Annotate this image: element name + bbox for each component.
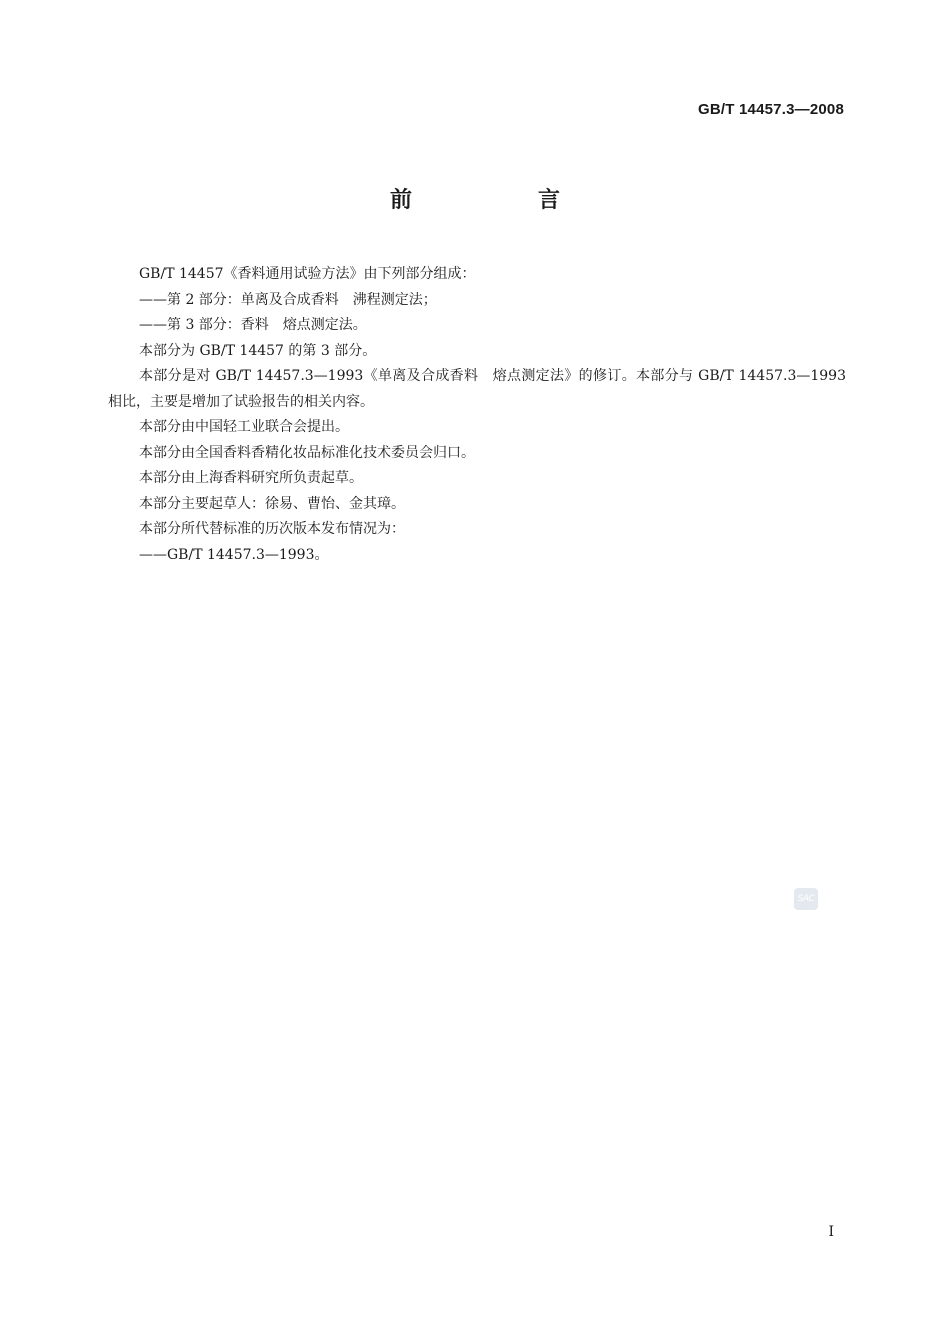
paragraph: 本部分是对 GB/T 14457.3—1993《单离及合成香料 熔点测定法》的修订。本部分与 GB/T 14457.3—1993 相比，主要是增加了试验报告的相关内容。 — [108, 368, 846, 410]
standard-number: GB/T 14457.3—2008 — [698, 101, 844, 118]
page-title: 前 言 — [389, 188, 612, 213]
paragraph: ——GB/T 14457.3—1993。 — [139, 546, 329, 563]
paragraph: 本部分由全国香料香精化妆品标准化技术委员会归口。 — [139, 444, 475, 461]
paragraph: 本部分由上海香料研究所负责起草。 — [139, 470, 363, 486]
paragraph: ——第 3 部分：香料 熔点测定法。 — [139, 317, 367, 333]
paragraph: 本部分所代替标准的历次版本发布情况为： — [139, 521, 405, 537]
page-number: I — [828, 1224, 834, 1240]
paragraph: ——第 2 部分：单离及合成香料 沸程测定法； — [139, 291, 437, 308]
sac-watermark-icon: SAC — [794, 888, 818, 910]
paragraph: 本部分由中国轻工业联合会提出。 — [139, 419, 349, 435]
paragraph: 本部分主要起草人：徐易、曹怡、金其璋。 — [139, 495, 405, 512]
paragraph: 本部分为 GB/T 14457 的第 3 部分。 — [139, 342, 377, 359]
document-body — [108, 262, 846, 568]
paragraph: GB/T 14457《香料通用试验方法》由下列部分组成： — [139, 266, 476, 282]
